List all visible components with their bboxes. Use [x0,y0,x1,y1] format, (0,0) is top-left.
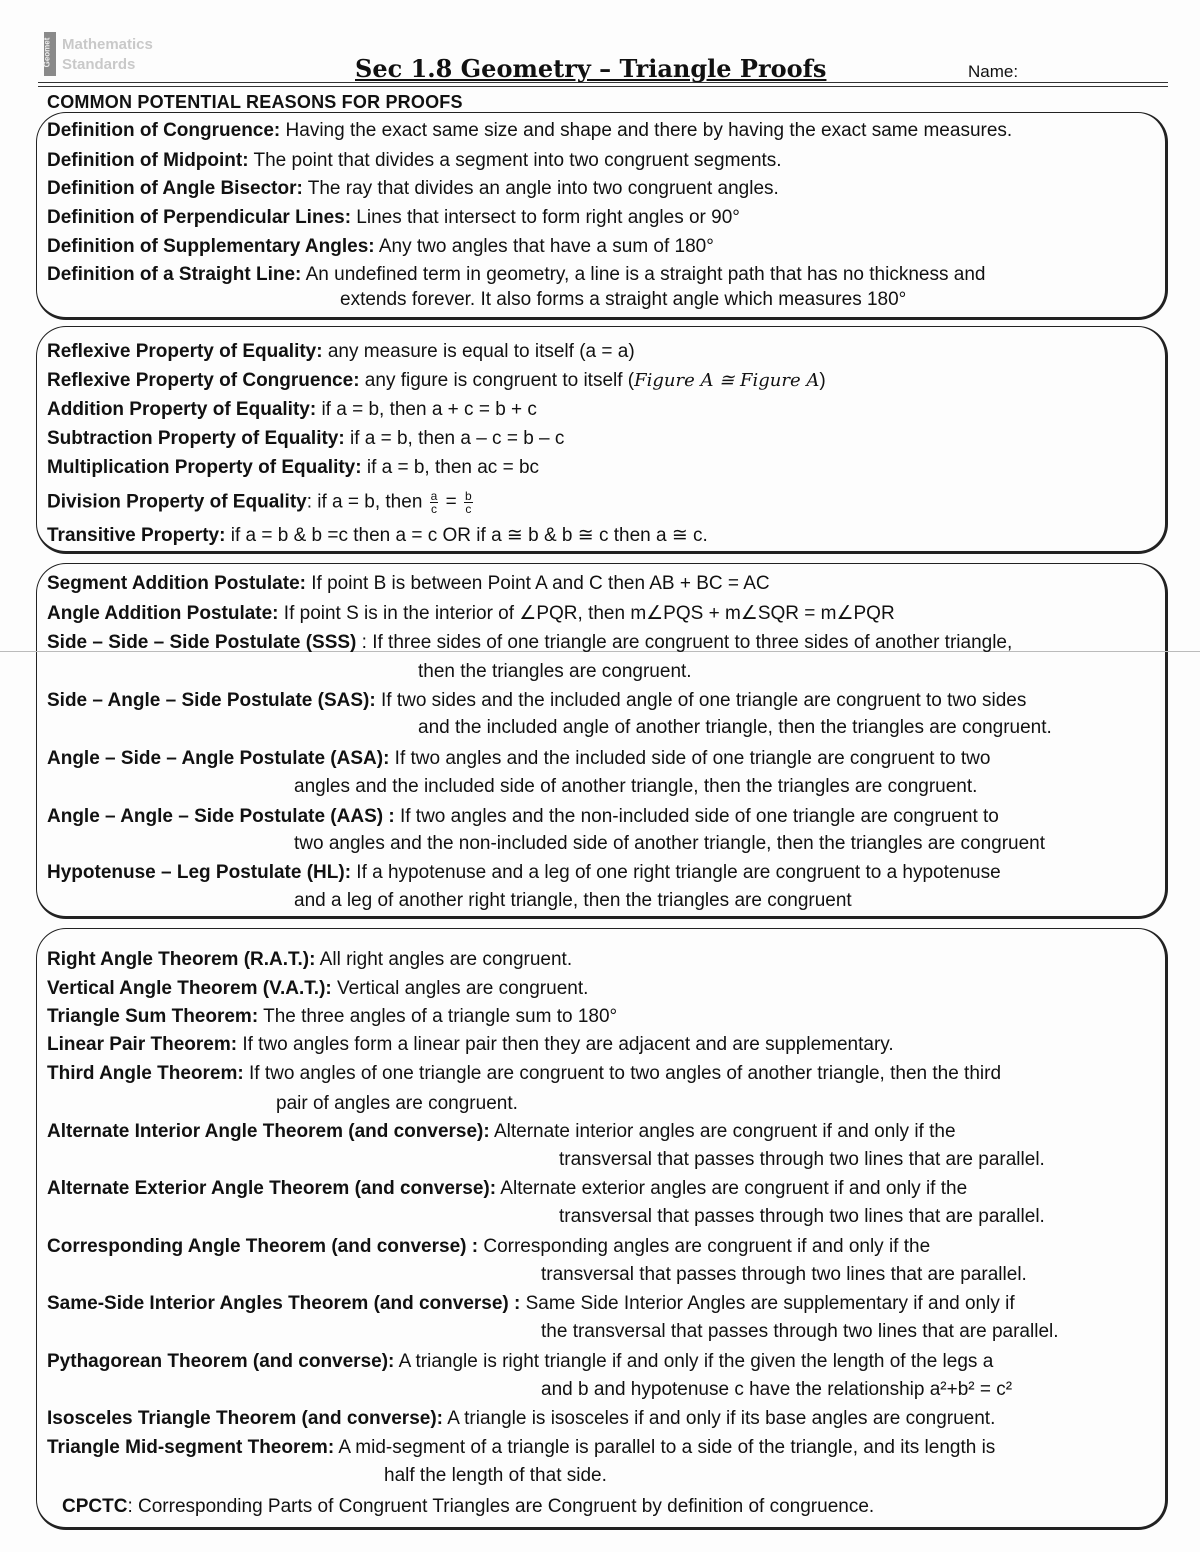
property-text: any figure is congruent to itself ( [359,370,635,391]
postulate-text: : If three sides of one triangle are congruent to three sides of another triangle, [356,632,1013,653]
property-term: Reflexive Property of Congruence: [47,370,360,391]
postulate-item [47,690,1026,712]
definition-text: The ray that divides an angle into two congruent angles. [302,178,779,199]
page-title: Sec 1.8 Geometry – Triangle Proofs [355,54,827,83]
property-text: if a = b, then a + c = b + c [316,399,537,420]
logo-line-1: Mathematics [62,36,153,53]
theorem-text: If two angles form a linear pair then they are adjacent and are supplementary. [237,1034,894,1055]
fraction-denominator: c [431,502,438,516]
property-item [47,457,539,479]
definition-item [47,264,985,286]
property-item [47,341,635,363]
header-rule [38,82,1168,83]
theorem-text: : Corresponding Parts of Congruent Triangles are Congruent by definition of congruence. [127,1496,875,1517]
fraction-denominator: c [465,502,472,516]
postulate-term: Side – Angle – Side Postulate (SAS): [47,690,376,711]
postulate-term: Segment Addition Postulate: [47,573,306,594]
theorem-term: Triangle Sum Theorem: [47,1006,259,1027]
theorem-continuation: and b and hypotenuse c have the relationship a²+b² = c² [541,1379,1013,1400]
property-item [47,525,708,547]
definition-continuation: extends forever. It also forms a straight angle which measures 180° [340,289,907,310]
postulate-item [47,573,770,595]
definition-text: Lines that intersect to form right angles or 90° [351,207,740,228]
theorem-text: Same Side Interior Angles are supplementary if and only if [520,1293,1015,1314]
theorem-item [47,1006,617,1028]
postulate-text: If point B is between Point A and C then AB + BC = AC [305,573,770,594]
definition-term: Definition of Supplementary Angles: [47,236,375,257]
property-term: Division Property of Equality [47,491,307,513]
postulate-term: Angle – Side – Angle Postulate (ASA): [47,748,390,769]
theorem-text: The three angles of a triangle sum to 180° [258,1006,618,1027]
definition-text: Any two angles that have a sum of 180° [374,236,714,257]
postulate-continuation: two angles and the non-included side of another triangle, then the triangles are congruent [294,833,1046,854]
theorem-item [47,1121,956,1143]
theorem-item [47,1351,993,1373]
theorem-text: All right angles are congruent. [315,949,573,970]
theorem-text: If two angles of one triangle are congruent to two angles of another triangle, then the third [243,1063,1002,1084]
logo-strip [44,32,56,76]
theorem-text: Corresponding angles are congruent if and only if the [478,1236,931,1257]
theorem-term: Isosceles Triangle Theorem (and converse): [47,1408,443,1429]
postulate-text: If a hypotenuse and a leg of one right triangle are congruent to a hypotenuse [351,862,1001,883]
theorem-item [47,978,588,1000]
property-math: Figure A ≅ Figure A [634,370,820,391]
theorem-term: Alternate Exterior Angle Theorem (and converse): [47,1178,497,1199]
property-item [47,370,826,392]
theorem-term: Linear Pair Theorem: [47,1034,238,1055]
theorem-text: A triangle is right triangle if and only if the given the length of the legs a [394,1351,994,1372]
property-term: Reflexive Property of Equality: [47,341,323,362]
postulate-term: Angle – Angle – Side Postulate (AAS) : [47,806,395,827]
fraction-numerator: a [430,489,438,503]
property-term: Transitive Property: [47,525,226,546]
property-text-tail: ) [819,370,826,391]
fraction-b-over-c [464,490,473,515]
postulate-item [47,632,1012,654]
property-item [47,399,537,421]
theorem-item [47,1063,1001,1085]
cpctc-item [62,1496,874,1518]
postulate-term: Side – Side – Side Postulate (SSS) [47,632,357,653]
name-label: Name: [968,62,1019,81]
definition-item [47,236,714,258]
theorem-term: CPCTC [62,1496,128,1517]
theorem-continuation: transversal that passes through two lines that are parallel. [541,1264,1027,1285]
definition-term: Definition of Midpoint: [47,150,249,171]
definition-term: Definition of Congruence: [47,120,281,141]
postulate-continuation: angles and the included side of another triangle, then the triangles are congruent. [294,776,978,797]
postulate-text: If two angles and the included side of one triangle are congruent to two [389,748,991,769]
definition-text: Having the exact same size and shape and there by having the exact same measures. [280,120,1013,141]
theorem-continuation: transversal that passes through two lines that are parallel. [559,1206,1045,1227]
logo-side-text: Geomet [42,37,52,68]
postulate-continuation: then the triangles are congruent. [418,661,692,682]
postulate-text: If two sides and the included angle of one triangle are congruent to two sides [375,690,1027,711]
equals-sign: = [440,491,463,513]
postulate-continuation: and the included angle of another triangle, then the triangles are congruent. [418,717,1052,738]
postulate-item [47,748,990,770]
theorem-term: Same-Side Interior Angles Theorem (and converse) : [47,1293,521,1314]
logo [44,28,194,78]
property-term: Subtraction Property of Equality: [47,428,345,449]
property-text: : if a = b, then [306,491,428,513]
theorem-item [47,1408,995,1430]
theorem-text: A mid-segment of a triangle is parallel to a side of the triangle, and its length is [334,1437,996,1458]
property-item [47,428,564,450]
definition-item [47,178,779,200]
theorem-item [47,1178,967,1200]
postulate-text: If two angles and the non-included side of one triangle are congruent to [394,806,999,827]
postulate-text: If point S is in the interior of ∠PQR, then m∠PQS + m∠SQR = m∠PQR [278,603,895,624]
fraction-a-over-c [430,490,439,515]
fraction-numerator: b [465,489,472,503]
definition-item [47,150,782,172]
postulate-continuation: and a leg of another right triangle, then the triangles are congruent [294,890,852,911]
postulate-term: Hypotenuse – Leg Postulate (HL): [47,862,352,883]
theorem-term: Pythagorean Theorem (and converse): [47,1351,395,1372]
theorem-term: Triangle Mid-segment Theorem: [47,1437,335,1458]
theorem-item [47,1293,1015,1315]
theorem-text: Vertical angles are congruent. [331,978,589,999]
theorem-term: Right Angle Theorem (R.A.T.): [47,949,316,970]
theorem-text: A triangle is isosceles if and only if its base angles are congruent. [442,1408,996,1429]
theorem-text: Alternate interior angles are congruent if and only if the [489,1121,956,1142]
property-text: any measure is equal to itself (a = a) [322,341,635,362]
property-text: if a = b, then ac = bc [361,457,540,478]
property-term: Addition Property of Equality: [47,399,317,420]
theorem-item [47,1236,930,1258]
definition-text: An undefined term in geometry, a line is a straight path that has no thickness and [301,264,986,285]
definition-text: The point that divides a segment into two congruent segments. [248,150,782,171]
theorem-item [47,1034,894,1056]
postulate-term: Angle Addition Postulate: [47,603,279,624]
definition-item [47,120,1012,142]
postulate-item [47,603,895,625]
definition-term: Definition of Angle Bisector: [47,178,303,199]
theorem-term: Alternate Interior Angle Theorem (and converse): [47,1121,490,1142]
theorem-term: Vertical Angle Theorem (V.A.T.): [47,978,332,999]
property-item [47,490,475,515]
section-heading: COMMON POTENTIAL REASONS FOR PROOFS [47,92,463,112]
theorem-continuation: transversal that passes through two lines that are parallel. [559,1149,1045,1170]
theorem-term: Third Angle Theorem: [47,1063,244,1084]
property-term: Multiplication Property of Equality: [47,457,362,478]
theorem-item [47,949,572,971]
property-text: if a = b & b =c then a = c OR if a ≅ b & b ≅ c then a ≅ c. [225,525,708,546]
property-text: if a = b, then a – c = b – c [344,428,565,449]
postulate-item [47,862,1001,884]
definition-item [47,207,740,229]
postulate-item [47,806,999,828]
theorem-continuation: pair of angles are congruent. [276,1093,518,1114]
theorem-text: Alternate exterior angles are congruent if and only if the [496,1178,968,1199]
theorem-continuation: half the length of that side. [384,1465,607,1486]
logo-line-2: Standards [62,56,136,73]
header-rule-inner [38,86,1168,87]
theorem-term: Corresponding Angle Theorem (and converse) : [47,1236,479,1257]
definition-term: Definition of Perpendicular Lines: [47,207,352,228]
theorem-continuation: the transversal that passes through two lines that are parallel. [541,1321,1059,1342]
theorem-item [47,1437,995,1459]
definition-term: Definition of a Straight Line: [47,264,302,285]
